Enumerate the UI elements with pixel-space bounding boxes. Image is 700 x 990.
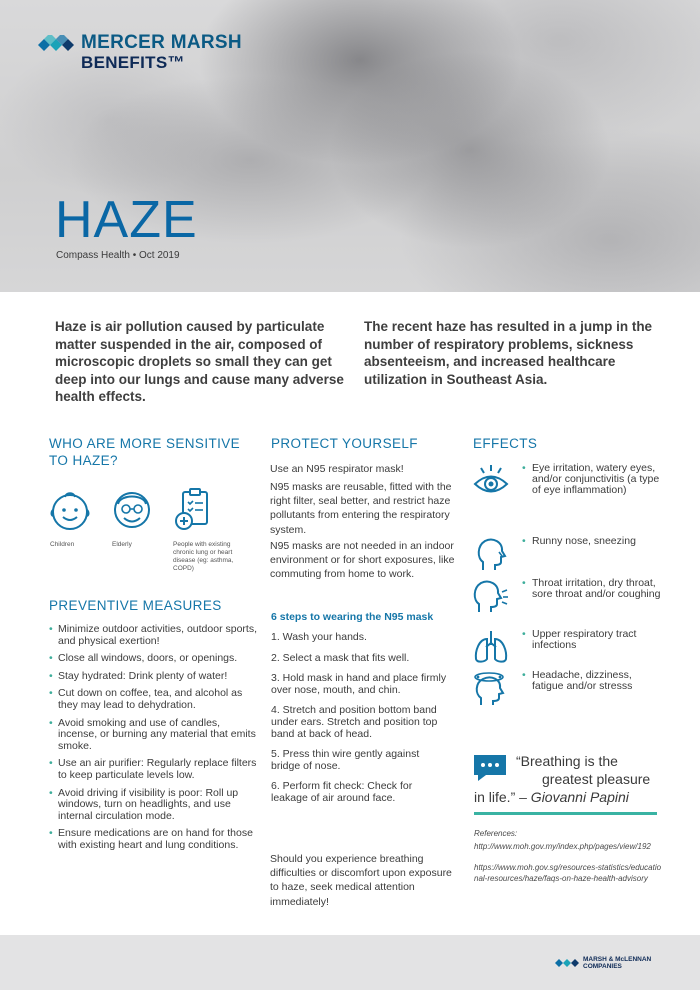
quote-line2: greatest pleasure: [542, 771, 651, 787]
effect-text-nose: • Runny nose, sneezing: [522, 536, 662, 547]
list-item: • Use an air purifier: Regularly replace filters to keep particulate levels low.: [49, 758, 259, 781]
sensitive-label-elderly: Elderly: [112, 541, 132, 548]
list-item: • Avoid driving if visibility is poor: Roll up windows, turn on headlights, and use internal circulation mode.: [49, 788, 259, 823]
list-item: • Ensure medications are on hand for those with existing heart and lung conditions.: [49, 828, 259, 851]
protect-closing: Should you experience breathing difficulties or discomfort upon exposure to haze, seek medical attention immediately!: [270, 853, 452, 908]
medical-clipboard-icon: [173, 488, 213, 532]
list-item: • Minimize outdoor activities, outdoor sports, and physical exertion!: [49, 624, 259, 647]
list-item: 2. Select a mask that fits well.: [271, 651, 410, 664]
protect-paragraph-3: N95 masks are not needed in an indoor environment or for short exposures, like commuting from home to work.: [270, 540, 455, 581]
mercer-logo-mark-icon: [38, 35, 74, 55]
lungs-icon: [473, 629, 509, 665]
quote-block: [474, 752, 664, 806]
sensitive-label-children: Children: [50, 541, 75, 548]
protect-paragraph-2: N95 masks are reusable, fitted with the right filter, seal better, and restrict haze pollutants from entering the respiratory system.: [270, 481, 452, 536]
child-face-icon: [50, 488, 90, 532]
quote-author: – Giovanni Papini: [519, 789, 629, 805]
marsh-mclennan-logo: [555, 956, 651, 970]
mmc-logo-line2: COMPANIES: [583, 963, 622, 970]
references-label: References:: [474, 829, 518, 838]
list-item: • Avoid smoking and use of candles, incense, or burning any material that emits smoke.: [49, 718, 259, 753]
effects-heading: EFFECTS: [473, 436, 538, 451]
sensitive-group-chronic: [173, 488, 243, 573]
list-item: • Cut down on coffee, tea, and alcohol as they may lead to dehydration.: [49, 688, 259, 711]
hero-banner: [0, 0, 700, 292]
protect-paragraph-1: Use an N95 respirator mask!: [270, 463, 404, 475]
list-item: 5. Press thin wire gently against bridge of nose.: [271, 748, 420, 772]
eye-icon: [473, 463, 509, 499]
mmc-logo-mark-icon: [555, 956, 579, 970]
list-item: 4. Stretch and position bottom band under ears. Stretch and position top band at back of head.: [271, 704, 438, 740]
reference-link-1[interactable]: http://www.moh.gov.my/index.php/pages/view/192: [474, 842, 651, 851]
sensitive-heading: [49, 435, 240, 469]
quote-line1: “Breathing is the: [516, 753, 618, 769]
list-item: • Close all windows, doors, or openings.: [49, 653, 259, 665]
steps-title: 6 steps to wearing the N95 mask: [271, 611, 434, 623]
list-item: 1. Wash your hands.: [271, 631, 367, 643]
quote-line3: [474, 789, 629, 805]
sensitive-label-chronic: People with existing chronic lung or heart disease (eg: asthma, COPD): [173, 541, 234, 572]
effect-text-eye: • Eye irritation, watery eyes, and/or conjunctivitis (a type of eye inflammation): [522, 463, 662, 495]
footer-bar: [0, 935, 700, 990]
sensitive-heading-line1: WHO ARE MORE SENSITIVE: [49, 436, 241, 451]
cough-head-icon: [473, 578, 509, 614]
quote-line3-text: in life.”: [474, 789, 516, 805]
page-title: HAZE: [55, 191, 198, 249]
effect-text-respiratory: • Upper respiratory tract infections: [522, 629, 662, 651]
sensitive-group-elderly: [112, 488, 152, 549]
intro-right-paragraph: The recent haze has resulted in a jump in the number of respiratory problems, sickness absenteeism, and increased healthcare utilization in Southeast Asia.: [364, 319, 653, 387]
page-subtitle: Compass Health • Oct 2019: [56, 250, 180, 261]
list-item: 3. Hold mask in hand and place firmly over nose, mouth, and chin.: [271, 672, 447, 696]
intro-left-paragraph: Haze is air pollution caused by particulate matter suspended in the air, composed of microscopic droplets so small they can get deep into our lungs and cause many adverse health effects.: [55, 319, 344, 405]
preventive-heading: PREVENTIVE MEASURES: [49, 598, 222, 613]
list-item: 6. Perform fit check: Check for leakage of air around face.: [271, 780, 413, 804]
mmc-logo-line1: MARSH & McLENNAN: [583, 956, 652, 963]
elderly-face-icon: [112, 488, 152, 532]
list-item: • Stay hydrated: Drink plenty of water!: [49, 671, 259, 683]
effect-text-headache: • Headache, dizziness, fatigue and/or stresss: [522, 670, 662, 692]
head-nose-icon: [473, 536, 509, 572]
sensitive-heading-line2: TO HAZE?: [49, 453, 118, 468]
logo-text-line1: MERCER MARSH: [81, 32, 242, 53]
effect-text-throat: • Throat irritation, dry throat, sore throat and/or coughing: [522, 578, 662, 600]
reference-link-2[interactable]: https://www.moh.gov.sg/resources-statistics/educational-resources/haze/faqs-on-haze-health-advisory: [474, 863, 662, 883]
dizzy-head-icon: [473, 670, 509, 706]
preventive-list: [49, 624, 259, 858]
mercer-marsh-logo: [38, 33, 242, 73]
logo-text-line2: BENEFITS™: [81, 53, 185, 72]
n95-steps-list: [271, 632, 451, 814]
references: [474, 828, 664, 894]
quote-divider: [474, 812, 657, 815]
protect-heading: PROTECT YOURSELF: [271, 436, 418, 451]
sensitive-group-children: [50, 488, 90, 549]
